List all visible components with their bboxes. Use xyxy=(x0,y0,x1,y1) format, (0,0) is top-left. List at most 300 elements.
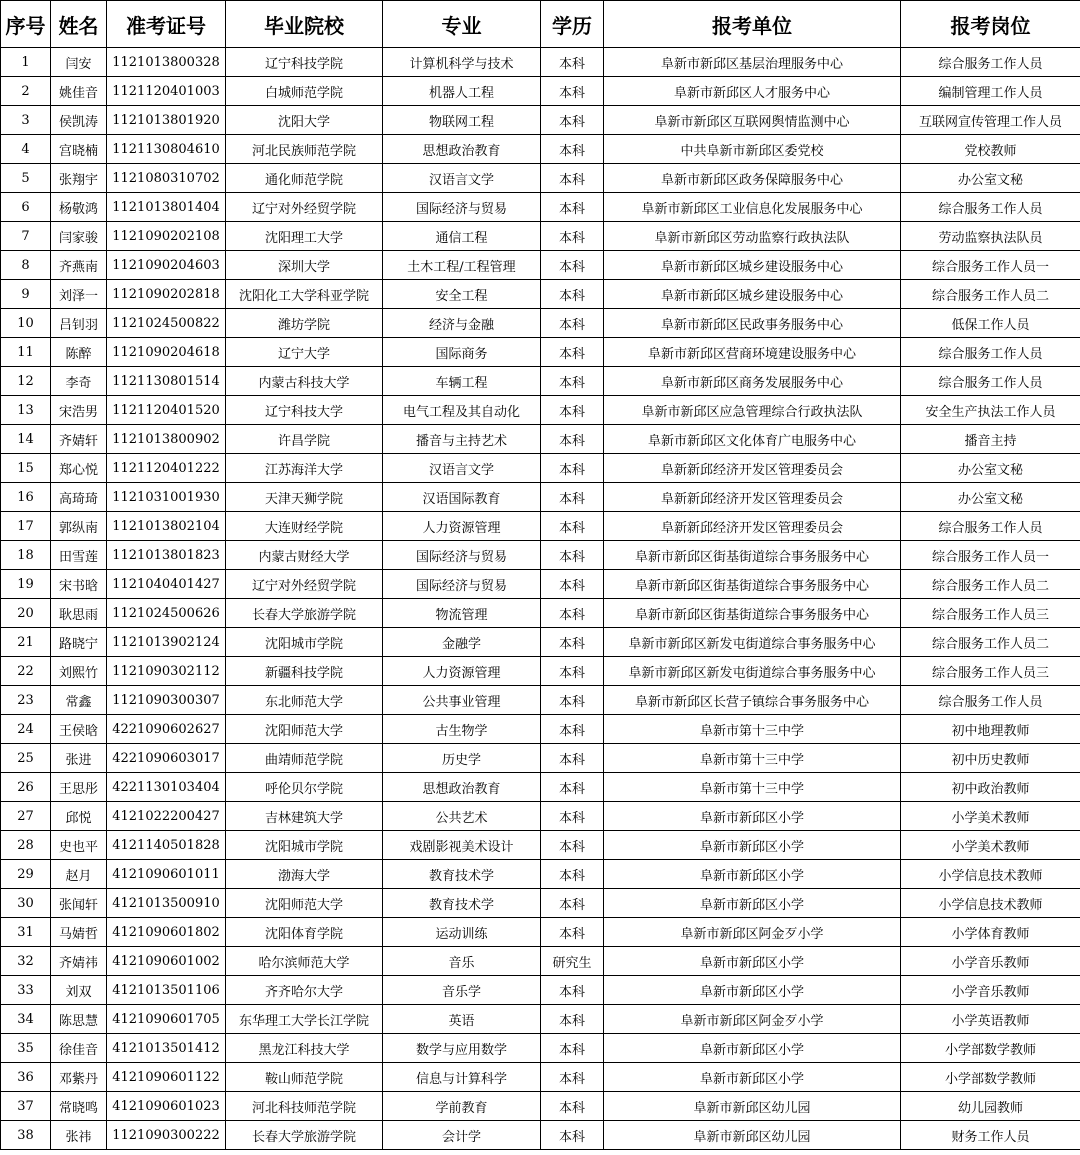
cell-major: 教育技术学 xyxy=(383,860,541,889)
cell-index: 22 xyxy=(1,657,51,686)
cell-exam-id: 1121090202818 xyxy=(107,280,226,309)
cell-major: 古生物学 xyxy=(383,715,541,744)
cell-name: 齐燕南 xyxy=(51,251,107,280)
cell-degree: 本科 xyxy=(541,1092,604,1121)
cell-unit: 阜新市新邱区城乡建设服务中心 xyxy=(604,280,901,309)
cell-index: 5 xyxy=(1,164,51,193)
cell-unit: 阜新市新邱区小学 xyxy=(604,860,901,889)
cell-school: 渤海大学 xyxy=(226,860,383,889)
cell-name: 杨敬鸿 xyxy=(51,193,107,222)
cell-index: 27 xyxy=(1,802,51,831)
cell-school: 沈阳体育学院 xyxy=(226,918,383,947)
cell-position: 综合服务工作人员 xyxy=(901,367,1080,396)
cell-degree: 本科 xyxy=(541,251,604,280)
table-row xyxy=(1,541,1080,570)
cell-name: 侯凯涛 xyxy=(51,106,107,135)
cell-degree: 本科 xyxy=(541,541,604,570)
cell-name: 王侯晗 xyxy=(51,715,107,744)
table-row xyxy=(1,860,1080,889)
cell-unit: 阜新市新邱区民政事务服务中心 xyxy=(604,309,901,338)
cell-position: 小学音乐教师 xyxy=(901,947,1080,976)
cell-unit: 阜新市新邱区应急管理综合行政执法队 xyxy=(604,396,901,425)
cell-unit: 阜新市新邱区街基街道综合事务服务中心 xyxy=(604,570,901,599)
cell-degree: 本科 xyxy=(541,1005,604,1034)
cell-unit: 阜新市第十三中学 xyxy=(604,715,901,744)
cell-exam-id: 4121013500910 xyxy=(107,889,226,918)
cell-name: 齐婧祎 xyxy=(51,947,107,976)
cell-index: 26 xyxy=(1,773,51,802)
cell-degree: 本科 xyxy=(541,367,604,396)
cell-index: 32 xyxy=(1,947,51,976)
cell-school: 新疆科技学院 xyxy=(226,657,383,686)
cell-index: 23 xyxy=(1,686,51,715)
table-row xyxy=(1,744,1080,773)
cell-degree: 本科 xyxy=(541,686,604,715)
cell-major: 通信工程 xyxy=(383,222,541,251)
cell-school: 天津天狮学院 xyxy=(226,483,383,512)
cell-school: 沈阳化工大学科亚学院 xyxy=(226,280,383,309)
cell-position: 小学部数学教师 xyxy=(901,1063,1080,1092)
cell-school: 沈阳大学 xyxy=(226,106,383,135)
cell-position: 综合服务工作人员一 xyxy=(901,251,1080,280)
cell-degree: 本科 xyxy=(541,338,604,367)
cell-major: 计算机科学与技术 xyxy=(383,48,541,77)
cell-index: 6 xyxy=(1,193,51,222)
cell-degree: 本科 xyxy=(541,628,604,657)
cell-degree: 本科 xyxy=(541,1034,604,1063)
cell-school: 大连财经学院 xyxy=(226,512,383,541)
cell-name: 陈醉 xyxy=(51,338,107,367)
cell-exam-id: 4121090601802 xyxy=(107,918,226,947)
cell-exam-id: 1121024500822 xyxy=(107,309,226,338)
cell-position: 编制管理工作人员 xyxy=(901,77,1080,106)
cell-exam-id: 1121013801404 xyxy=(107,193,226,222)
cell-name: 闫家骏 xyxy=(51,222,107,251)
cell-school: 内蒙古科技大学 xyxy=(226,367,383,396)
cell-exam-id: 4121140501828 xyxy=(107,831,226,860)
cell-school: 哈尔滨师范大学 xyxy=(226,947,383,976)
cell-major: 运动训练 xyxy=(383,918,541,947)
cell-index: 15 xyxy=(1,454,51,483)
cell-position: 小学音乐教师 xyxy=(901,976,1080,1005)
cell-position: 综合服务工作人员三 xyxy=(901,657,1080,686)
cell-school: 辽宁对外经贸学院 xyxy=(226,570,383,599)
cell-name: 宫晓楠 xyxy=(51,135,107,164)
cell-index: 16 xyxy=(1,483,51,512)
cell-major: 信息与计算科学 xyxy=(383,1063,541,1092)
cell-school: 沈阳城市学院 xyxy=(226,831,383,860)
cell-index: 37 xyxy=(1,1092,51,1121)
cell-name: 田雪莲 xyxy=(51,541,107,570)
cell-unit: 阜新市新邱区街基街道综合事务服务中心 xyxy=(604,541,901,570)
cell-degree: 本科 xyxy=(541,512,604,541)
cell-school: 沈阳师范大学 xyxy=(226,889,383,918)
table-row xyxy=(1,1121,1080,1150)
cell-position: 综合服务工作人员 xyxy=(901,686,1080,715)
cell-degree: 本科 xyxy=(541,164,604,193)
cell-position: 综合服务工作人员 xyxy=(901,193,1080,222)
cell-major: 电气工程及其自动化 xyxy=(383,396,541,425)
cell-major: 物联网工程 xyxy=(383,106,541,135)
cell-unit: 阜新市新邱区人才服务中心 xyxy=(604,77,901,106)
cell-position: 初中历史教师 xyxy=(901,744,1080,773)
cell-degree: 本科 xyxy=(541,222,604,251)
cell-position: 劳动监察执法队员 xyxy=(901,222,1080,251)
table-row xyxy=(1,106,1080,135)
cell-degree: 本科 xyxy=(541,657,604,686)
cell-name: 张闻轩 xyxy=(51,889,107,918)
table-row xyxy=(1,570,1080,599)
cell-name: 刘双 xyxy=(51,976,107,1005)
cell-unit: 阜新市新邱区城乡建设服务中心 xyxy=(604,251,901,280)
cell-unit: 阜新市新邱区互联网舆情监测中心 xyxy=(604,106,901,135)
cell-school: 沈阳师范大学 xyxy=(226,715,383,744)
cell-index: 17 xyxy=(1,512,51,541)
cell-index: 14 xyxy=(1,425,51,454)
cell-major: 国际商务 xyxy=(383,338,541,367)
cell-index: 34 xyxy=(1,1005,51,1034)
cell-exam-id: 1121031001930 xyxy=(107,483,226,512)
cell-index: 33 xyxy=(1,976,51,1005)
cell-unit: 阜新市新邱区营商环境建设服务中心 xyxy=(604,338,901,367)
cell-school: 长春大学旅游学院 xyxy=(226,599,383,628)
cell-unit: 阜新市新邱区小学 xyxy=(604,889,901,918)
table-row xyxy=(1,889,1080,918)
cell-position: 综合服务工作人员三 xyxy=(901,599,1080,628)
cell-exam-id: 1121130804610 xyxy=(107,135,226,164)
cell-major: 经济与金融 xyxy=(383,309,541,338)
cell-position: 小学美术教师 xyxy=(901,802,1080,831)
table-row xyxy=(1,512,1080,541)
col-header-major: 专业 xyxy=(383,1,541,48)
cell-degree: 本科 xyxy=(541,715,604,744)
cell-major: 汉语国际教育 xyxy=(383,483,541,512)
cell-major: 英语 xyxy=(383,1005,541,1034)
cell-exam-id: 1121120401003 xyxy=(107,77,226,106)
cell-name: 陈思慧 xyxy=(51,1005,107,1034)
cell-name: 常鑫 xyxy=(51,686,107,715)
cell-major: 机器人工程 xyxy=(383,77,541,106)
cell-unit: 阜新市新邱区阿金歹小学 xyxy=(604,918,901,947)
cell-major: 音乐 xyxy=(383,947,541,976)
table-row xyxy=(1,425,1080,454)
cell-degree: 本科 xyxy=(541,889,604,918)
cell-degree: 本科 xyxy=(541,1063,604,1092)
cell-degree: 本科 xyxy=(541,860,604,889)
cell-position: 综合服务工作人员二 xyxy=(901,570,1080,599)
cell-school: 呼伦贝尔学院 xyxy=(226,773,383,802)
col-header-degree: 学历 xyxy=(541,1,604,48)
cell-name: 路晓宁 xyxy=(51,628,107,657)
cell-index: 11 xyxy=(1,338,51,367)
cell-exam-id: 1121090300307 xyxy=(107,686,226,715)
cell-degree: 本科 xyxy=(541,802,604,831)
cell-unit: 阜新市新邱区幼儿园 xyxy=(604,1092,901,1121)
table-body xyxy=(1,48,1080,1150)
table-row xyxy=(1,135,1080,164)
col-header-school: 毕业院校 xyxy=(226,1,383,48)
cell-major: 安全工程 xyxy=(383,280,541,309)
cell-position: 综合服务工作人员 xyxy=(901,48,1080,77)
cell-exam-id: 1121013801823 xyxy=(107,541,226,570)
cell-name: 常晓鸣 xyxy=(51,1092,107,1121)
cell-index: 8 xyxy=(1,251,51,280)
table-row xyxy=(1,483,1080,512)
cell-name: 邓紫丹 xyxy=(51,1063,107,1092)
cell-exam-id: 1121013800902 xyxy=(107,425,226,454)
table-row xyxy=(1,628,1080,657)
cell-exam-id: 1121013801920 xyxy=(107,106,226,135)
table-row xyxy=(1,454,1080,483)
cell-degree: 本科 xyxy=(541,831,604,860)
cell-name: 刘泽一 xyxy=(51,280,107,309)
cell-name: 邱悦 xyxy=(51,802,107,831)
cell-name: 齐婧轩 xyxy=(51,425,107,454)
cell-degree: 研究生 xyxy=(541,947,604,976)
table-row xyxy=(1,309,1080,338)
cell-degree: 本科 xyxy=(541,976,604,1005)
cell-name: 郭纵南 xyxy=(51,512,107,541)
cell-index: 7 xyxy=(1,222,51,251)
cell-major: 思想政治教育 xyxy=(383,773,541,802)
cell-name: 刘熙竹 xyxy=(51,657,107,686)
table-row xyxy=(1,1063,1080,1092)
cell-index: 21 xyxy=(1,628,51,657)
cell-exam-id: 4221130103404 xyxy=(107,773,226,802)
cell-position: 幼儿园教师 xyxy=(901,1092,1080,1121)
cell-exam-id: 4121013501412 xyxy=(107,1034,226,1063)
cell-degree: 本科 xyxy=(541,106,604,135)
cell-degree: 本科 xyxy=(541,918,604,947)
cell-index: 25 xyxy=(1,744,51,773)
table-row xyxy=(1,976,1080,1005)
cell-unit: 阜新市新邱区政务保障服务中心 xyxy=(604,164,901,193)
cell-degree: 本科 xyxy=(541,1121,604,1150)
cell-index: 2 xyxy=(1,77,51,106)
cell-name: 张翔宇 xyxy=(51,164,107,193)
table-row xyxy=(1,802,1080,831)
cell-name: 宋书晗 xyxy=(51,570,107,599)
cell-index: 24 xyxy=(1,715,51,744)
cell-major: 播音与主持艺术 xyxy=(383,425,541,454)
cell-index: 9 xyxy=(1,280,51,309)
cell-exam-id: 1121090302112 xyxy=(107,657,226,686)
table-row xyxy=(1,831,1080,860)
cell-name: 高琦琦 xyxy=(51,483,107,512)
table-row xyxy=(1,1092,1080,1121)
cell-name: 张进 xyxy=(51,744,107,773)
table-row xyxy=(1,918,1080,947)
cell-unit: 阜新市新邱区工业信息化发展服务中心 xyxy=(604,193,901,222)
cell-school: 通化师范学院 xyxy=(226,164,383,193)
cell-exam-id: 4121090601023 xyxy=(107,1092,226,1121)
cell-degree: 本科 xyxy=(541,454,604,483)
cell-major: 学前教育 xyxy=(383,1092,541,1121)
cell-major: 音乐学 xyxy=(383,976,541,1005)
cell-degree: 本科 xyxy=(541,744,604,773)
col-header-index: 序号 xyxy=(1,1,51,48)
cell-name: 闫安 xyxy=(51,48,107,77)
cell-index: 4 xyxy=(1,135,51,164)
table-row xyxy=(1,193,1080,222)
cell-name: 吕钊羽 xyxy=(51,309,107,338)
cell-school: 吉林建筑大学 xyxy=(226,802,383,831)
table-row xyxy=(1,396,1080,425)
cell-name: 史也平 xyxy=(51,831,107,860)
cell-exam-id: 1121090204618 xyxy=(107,338,226,367)
cell-exam-id: 1121090204603 xyxy=(107,251,226,280)
cell-name: 李奇 xyxy=(51,367,107,396)
cell-degree: 本科 xyxy=(541,425,604,454)
col-header-name: 姓名 xyxy=(51,1,107,48)
cell-major: 车辆工程 xyxy=(383,367,541,396)
cell-exam-id: 1121013800328 xyxy=(107,48,226,77)
cell-degree: 本科 xyxy=(541,570,604,599)
cell-school: 许昌学院 xyxy=(226,425,383,454)
cell-school: 深圳大学 xyxy=(226,251,383,280)
cell-major: 国际经济与贸易 xyxy=(383,541,541,570)
cell-degree: 本科 xyxy=(541,135,604,164)
cell-name: 徐佳音 xyxy=(51,1034,107,1063)
cell-exam-id: 4121022200427 xyxy=(107,802,226,831)
cell-degree: 本科 xyxy=(541,48,604,77)
cell-position: 小学英语教师 xyxy=(901,1005,1080,1034)
table-row xyxy=(1,947,1080,976)
cell-exam-id: 4121090601705 xyxy=(107,1005,226,1034)
cell-index: 36 xyxy=(1,1063,51,1092)
cell-unit: 阜新市新邱区新发屯街道综合事务服务中心 xyxy=(604,657,901,686)
table-row xyxy=(1,686,1080,715)
table-row xyxy=(1,280,1080,309)
cell-major: 汉语言文学 xyxy=(383,164,541,193)
cell-exam-id: 1121130801514 xyxy=(107,367,226,396)
cell-unit: 阜新市新邱区小学 xyxy=(604,831,901,860)
cell-exam-id: 1121090202108 xyxy=(107,222,226,251)
cell-school: 江苏海洋大学 xyxy=(226,454,383,483)
cell-school: 长春大学旅游学院 xyxy=(226,1121,383,1150)
cell-major: 国际经济与贸易 xyxy=(383,193,541,222)
cell-major: 国际经济与贸易 xyxy=(383,570,541,599)
cell-school: 内蒙古财经大学 xyxy=(226,541,383,570)
cell-school: 沈阳理工大学 xyxy=(226,222,383,251)
cell-name: 张祎 xyxy=(51,1121,107,1150)
cell-name: 马婧哲 xyxy=(51,918,107,947)
table-row xyxy=(1,1034,1080,1063)
cell-major: 戏剧影视美术设计 xyxy=(383,831,541,860)
cell-position: 互联网宣传管理工作人员 xyxy=(901,106,1080,135)
cell-school: 黑龙江科技大学 xyxy=(226,1034,383,1063)
cell-unit: 阜新新邱经济开发区管理委员会 xyxy=(604,454,901,483)
cell-position: 初中政治教师 xyxy=(901,773,1080,802)
cell-major: 物流管理 xyxy=(383,599,541,628)
cell-index: 3 xyxy=(1,106,51,135)
table-row xyxy=(1,1005,1080,1034)
cell-index: 18 xyxy=(1,541,51,570)
cell-unit: 阜新市新邱区小学 xyxy=(604,947,901,976)
cell-index: 13 xyxy=(1,396,51,425)
cell-unit: 阜新市新邱区阿金歹小学 xyxy=(604,1005,901,1034)
cell-school: 辽宁大学 xyxy=(226,338,383,367)
cell-major: 公共事业管理 xyxy=(383,686,541,715)
cell-position: 财务工作人员 xyxy=(901,1121,1080,1150)
col-header-unit: 报考单位 xyxy=(604,1,901,48)
cell-exam-id: 1121120401222 xyxy=(107,454,226,483)
cell-unit: 阜新市新邱区文化体育广电服务中心 xyxy=(604,425,901,454)
cell-position: 小学部数学教师 xyxy=(901,1034,1080,1063)
cell-position: 初中地理教师 xyxy=(901,715,1080,744)
cell-position: 综合服务工作人员 xyxy=(901,338,1080,367)
cell-school: 东北师范大学 xyxy=(226,686,383,715)
table-row xyxy=(1,599,1080,628)
cell-unit: 阜新市新邱区小学 xyxy=(604,976,901,1005)
cell-unit: 阜新市新邱区基层治理服务中心 xyxy=(604,48,901,77)
table-row xyxy=(1,251,1080,280)
cell-name: 耿思雨 xyxy=(51,599,107,628)
cell-unit: 阜新新邱经济开发区管理委员会 xyxy=(604,512,901,541)
col-header-exam-id: 准考证号 xyxy=(107,1,226,48)
cell-exam-id: 4121090601122 xyxy=(107,1063,226,1092)
cell-degree: 本科 xyxy=(541,396,604,425)
table-row xyxy=(1,48,1080,77)
cell-position: 办公室文秘 xyxy=(901,483,1080,512)
cell-position: 播音主持 xyxy=(901,425,1080,454)
cell-name: 郑心悦 xyxy=(51,454,107,483)
cell-unit: 阜新市新邱区街基街道综合事务服务中心 xyxy=(604,599,901,628)
cell-position: 综合服务工作人员一 xyxy=(901,541,1080,570)
cell-index: 28 xyxy=(1,831,51,860)
cell-school: 河北民族师范学院 xyxy=(226,135,383,164)
cell-degree: 本科 xyxy=(541,193,604,222)
cell-school: 东华理工大学长江学院 xyxy=(226,1005,383,1034)
cell-major: 汉语言文学 xyxy=(383,454,541,483)
cell-degree: 本科 xyxy=(541,280,604,309)
cell-exam-id: 4221090603017 xyxy=(107,744,226,773)
cell-major: 思想政治教育 xyxy=(383,135,541,164)
cell-name: 王思彤 xyxy=(51,773,107,802)
cell-school: 白城师范学院 xyxy=(226,77,383,106)
table-row xyxy=(1,367,1080,396)
cell-unit: 阜新市第十三中学 xyxy=(604,773,901,802)
cell-school: 河北科技师范学院 xyxy=(226,1092,383,1121)
cell-exam-id: 1121120401520 xyxy=(107,396,226,425)
cell-index: 38 xyxy=(1,1121,51,1150)
cell-position: 办公室文秘 xyxy=(901,454,1080,483)
cell-major: 人力资源管理 xyxy=(383,657,541,686)
cell-index: 10 xyxy=(1,309,51,338)
cell-index: 31 xyxy=(1,918,51,947)
cell-major: 数学与应用数学 xyxy=(383,1034,541,1063)
cell-degree: 本科 xyxy=(541,483,604,512)
cell-unit: 阜新市新邱区劳动监察行政执法队 xyxy=(604,222,901,251)
cell-major: 会计学 xyxy=(383,1121,541,1150)
cell-name: 姚佳音 xyxy=(51,77,107,106)
cell-exam-id: 1121013802104 xyxy=(107,512,226,541)
cell-unit: 阜新市新邱区小学 xyxy=(604,1063,901,1092)
cell-degree: 本科 xyxy=(541,773,604,802)
cell-unit: 阜新新邱经济开发区管理委员会 xyxy=(604,483,901,512)
cell-unit: 阜新市新邱区小学 xyxy=(604,802,901,831)
cell-school: 辽宁科技大学 xyxy=(226,396,383,425)
cell-school: 辽宁对外经贸学院 xyxy=(226,193,383,222)
cell-unit: 中共阜新市新邱区委党校 xyxy=(604,135,901,164)
cell-exam-id: 4221090602627 xyxy=(107,715,226,744)
cell-index: 30 xyxy=(1,889,51,918)
col-header-position: 报考岗位 xyxy=(901,1,1080,48)
cell-exam-id: 4121013501106 xyxy=(107,976,226,1005)
cell-position: 综合服务工作人员二 xyxy=(901,628,1080,657)
cell-position: 小学美术教师 xyxy=(901,831,1080,860)
cell-unit: 阜新市新邱区长营子镇综合事务服务中心 xyxy=(604,686,901,715)
